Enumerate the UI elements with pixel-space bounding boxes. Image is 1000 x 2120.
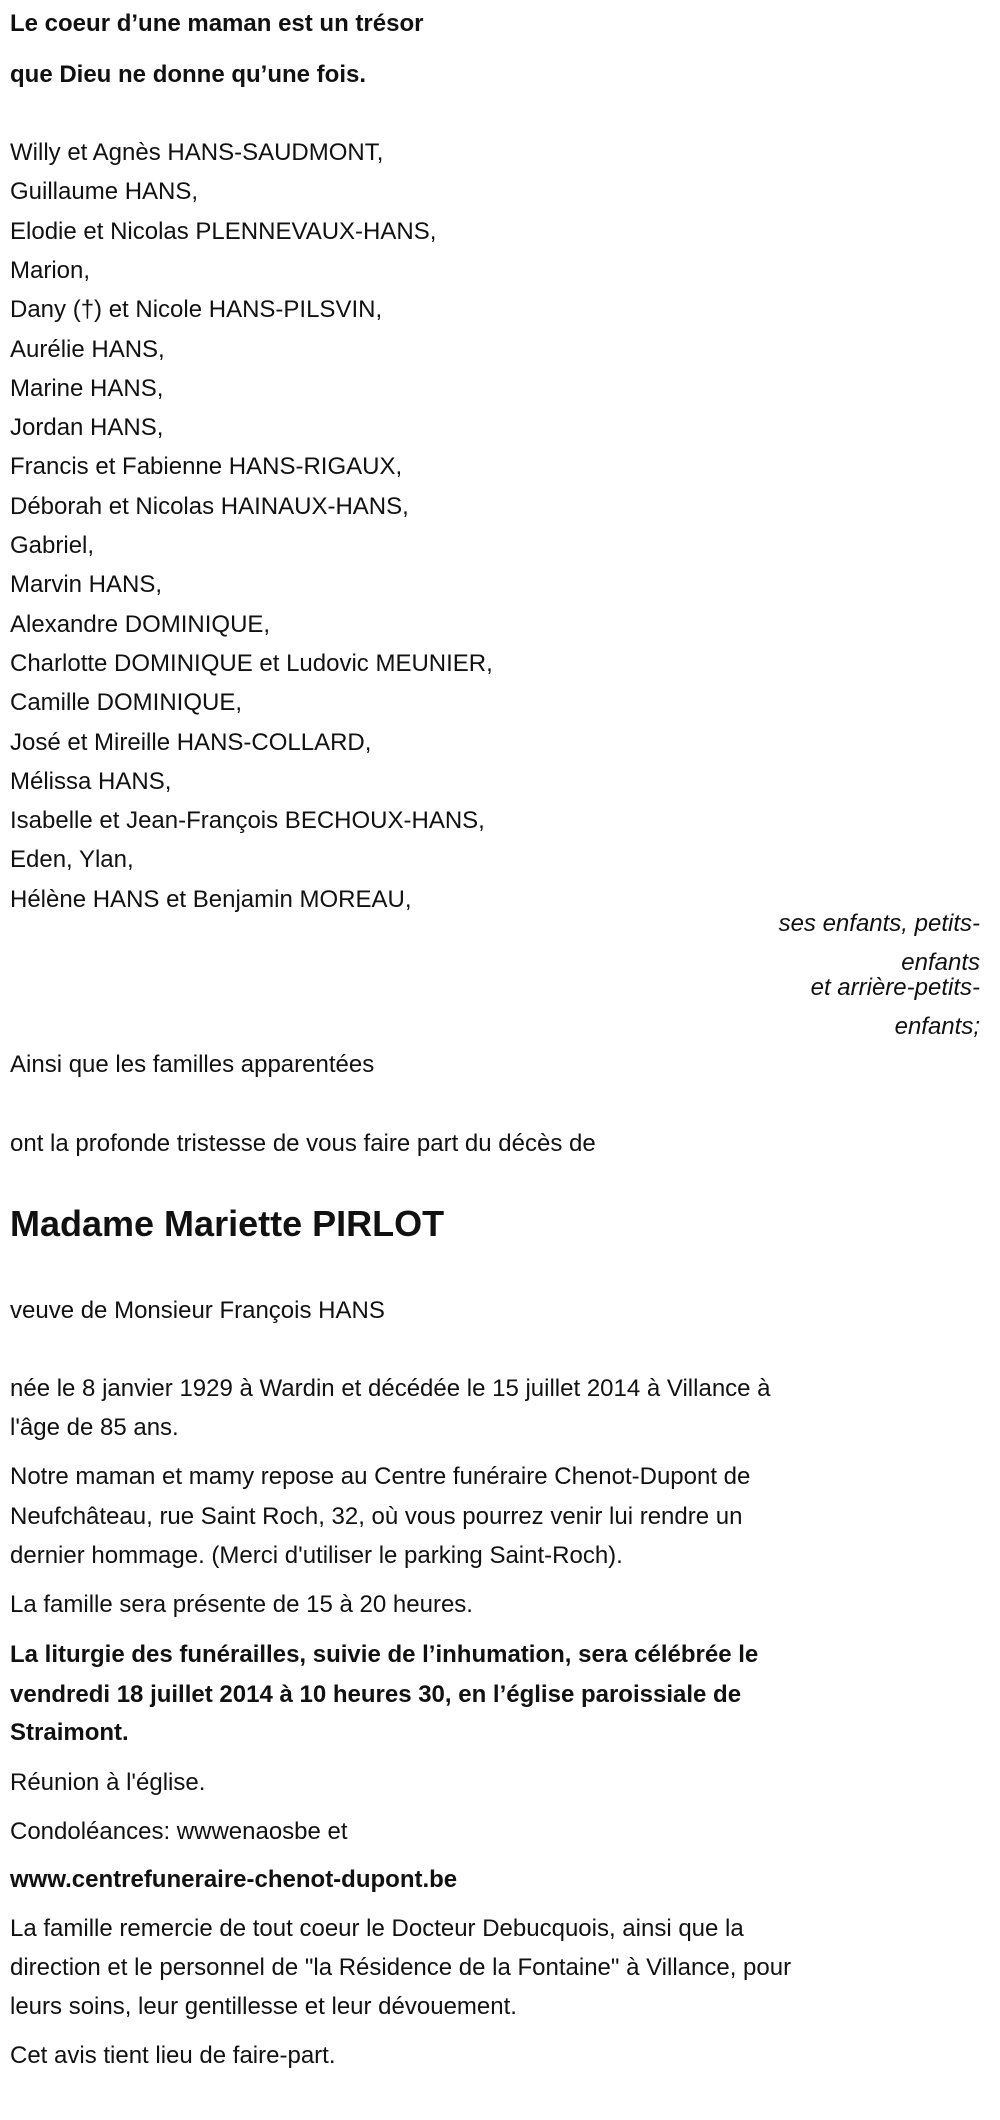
relation-line: enfants <box>901 949 980 976</box>
families-line: Ainsi que les familles apparentées <box>10 1051 375 1078</box>
widow-of-line: veuve de Monsieur François HANS <box>10 1297 385 1324</box>
family-member: Willy et Agnès HANS-SAUDMONT, <box>10 139 384 166</box>
rest-line: dernier hommage. (Merci d'utiliser le parking Saint-Roch). <box>10 1542 623 1569</box>
relation-line: et arrière-petits- <box>810 974 980 1001</box>
family-member: Déborah et Nicolas HAINAUX-HANS, <box>10 492 409 520</box>
epigraph-line: que Dieu ne donne qu’une fois. <box>10 61 367 88</box>
thanks-line: La famille remercie de tout coeur le Docteur Debucquois, ainsi que la <box>10 1915 744 1942</box>
presence-line: La famille sera présente de 15 à 20 heures. <box>10 1591 473 1618</box>
family-member: Hélène HANS et Benjamin MOREAU, <box>10 885 412 913</box>
rest-line: Notre maman et mamy repose au Centre funéraire Chenot-Dupont de <box>10 1463 751 1490</box>
birth-death-line: l'âge de 85 ans. <box>10 1414 179 1441</box>
funeral-line: Straimont. <box>10 1719 129 1746</box>
family-member: Alexandre DOMINIQUE, <box>10 610 271 638</box>
condolences-line: Condoléances: wwwenaosbe et <box>10 1818 348 1845</box>
epigraph-line: Le coeur d’une maman est un trésor <box>10 10 424 37</box>
family-member: Dany (†) et Nicole HANS-PILSVIN, <box>10 296 383 324</box>
meeting-line: Réunion à l'église. <box>10 1769 206 1796</box>
family-member: Marine HANS, <box>10 374 164 402</box>
family-member: Isabelle et Jean-François BECHOUX-HANS, <box>10 807 485 835</box>
thanks-line: direction et le personnel de "la Résidence de la Fontaine" à Villance, pour <box>10 1954 792 1981</box>
family-member: Jordan HANS, <box>10 414 164 442</box>
family-member: Marion, <box>10 256 91 284</box>
announcement-line: ont la profonde tristesse de vous faire part du décès de <box>10 1130 596 1157</box>
funeral-line: La liturgie des funérailles, suivie de l’inhumation, sera célébrée le <box>10 1641 759 1668</box>
family-member: Gabriel, <box>10 532 95 559</box>
family-member: Aurélie HANS, <box>10 335 165 363</box>
family-member: Charlotte DOMINIQUE et Ludovic MEUNIER, <box>10 649 493 677</box>
family-member: José et Mireille HANS-COLLARD, <box>10 728 372 756</box>
birth-death-line: née le 8 janvier 1929 à Wardin et décédée le 15 juillet 2014 à Villance à <box>10 1375 771 1402</box>
family-member: Mélissa HANS, <box>10 767 172 795</box>
relation-line: ses enfants, petits- <box>778 910 980 937</box>
funeral-line: vendredi 18 juillet 2014 à 10 heures 30, en l’église paroissiale de <box>10 1681 742 1708</box>
thanks-line: leurs soins, leur gentillesse et leur dévouement. <box>10 1993 517 2020</box>
rest-line: Neufchâteau, rue Saint Roch, 32, où vous pourrez venir lui rendre un <box>10 1503 743 1530</box>
family-member: Eden, Ylan, <box>10 846 134 874</box>
website-link[interactable]: www.centrefuneraire-chenot-dupont.be <box>10 1866 458 1893</box>
family-member: Elodie et Nicolas PLENNEVAUX-HANS, <box>10 217 437 245</box>
closing-line: Cet avis tient lieu de faire-part. <box>10 2042 336 2069</box>
deceased-name: Madame Mariette PIRLOT <box>10 1203 445 1244</box>
relation-line: enfants; <box>894 1013 980 1040</box>
family-member: Marvin HANS, <box>10 571 163 599</box>
family-member: Camille DOMINIQUE, <box>10 689 243 717</box>
family-member: Francis et Fabienne HANS-RIGAUX, <box>10 453 403 481</box>
family-member: Guillaume HANS, <box>10 178 199 206</box>
